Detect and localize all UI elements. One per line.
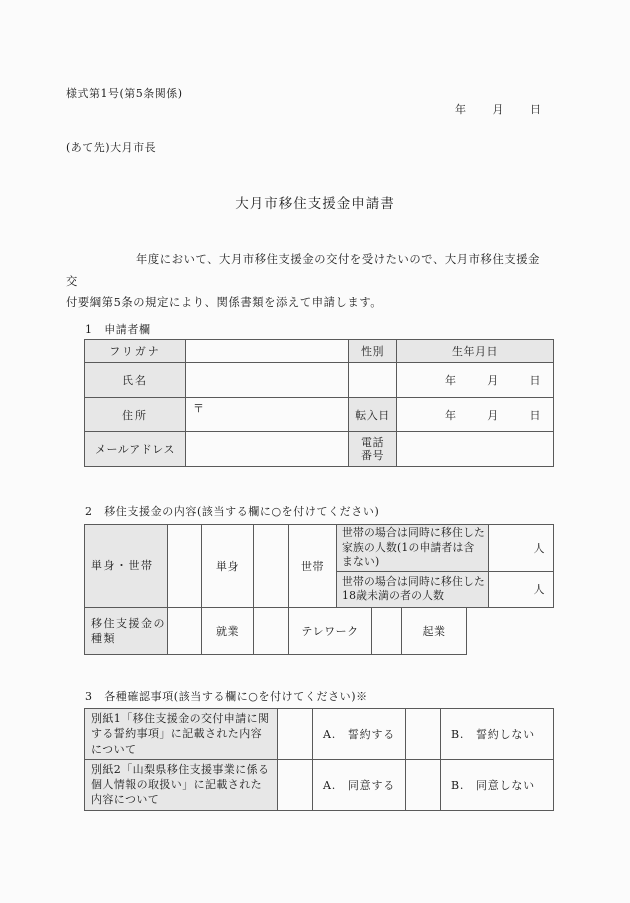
- consent-option-b-cell: B. 同意しない: [441, 759, 554, 810]
- name-input-cell[interactable]: [186, 363, 349, 398]
- startup-label-cell: 起業: [402, 607, 467, 654]
- address-input-cell[interactable]: [186, 398, 349, 432]
- addressee-line: (あて先)大月市長: [66, 141, 157, 154]
- grant-content-table: [84, 524, 554, 655]
- household-label-cell: 世帯: [289, 525, 337, 608]
- form-number: 様式第1号(第5条関係): [66, 87, 183, 100]
- email-input-cell[interactable]: [186, 432, 349, 467]
- furigana-input-cell[interactable]: [186, 340, 349, 363]
- pledge-a-circle-cell[interactable]: [278, 709, 313, 760]
- confirmation-question-cell: 別紙2「山梨県移住支援事業に係る個人情報の取扱い」に記載された内容について: [85, 759, 278, 810]
- movein-input-cell[interactable]: [397, 398, 554, 432]
- employment-circle-cell[interactable]: [168, 607, 202, 654]
- month-label: 月: [487, 374, 499, 387]
- movein-label-cell: 転入日: [349, 398, 397, 432]
- applicant-table: [84, 339, 554, 467]
- telework-label-cell: テレワーク: [289, 607, 372, 654]
- household-circle-cell[interactable]: [254, 525, 289, 608]
- statement-line-1: 年度において、大月市移住支援金の交付を受けたいので、大月市移住支援金交: [66, 253, 541, 288]
- person-unit-label: 人: [533, 583, 545, 597]
- family-count-input-cell[interactable]: [489, 525, 554, 572]
- minor-count-note-cell: 世帯の場合は同時に移住した18歳未満の者の人数: [337, 571, 489, 607]
- movein-ymd: [397, 407, 553, 423]
- person-unit-label: 人: [533, 541, 545, 555]
- single-circle-cell[interactable]: [168, 525, 202, 608]
- family-count-note-cell: 世帯の場合は同時に移住した家族の人数(1の申請者は含まない): [337, 525, 489, 572]
- gender-input-cell[interactable]: [349, 363, 397, 398]
- confirmation-question-cell: 別紙1「移住支援金の交付申請に関する誓約事項」に記載された内容について: [85, 709, 278, 760]
- consent-a-circle-cell[interactable]: [278, 759, 313, 810]
- household-type-label-cell: 単身・世帯: [85, 525, 168, 608]
- name-label-cell: 氏名: [85, 363, 186, 398]
- year-label: 年: [445, 374, 457, 387]
- date-month-label: 月: [492, 103, 504, 116]
- date-line: [455, 101, 542, 117]
- employment-label-cell: 就業: [202, 607, 254, 654]
- statement-line-2: 付要綱第5条の規定により、関係書類を添えて申請します。: [66, 296, 383, 309]
- spacer-cell: [467, 607, 554, 654]
- pledge-b-circle-cell[interactable]: [406, 709, 441, 760]
- single-label-cell: 単身: [202, 525, 254, 608]
- consent-option-a-cell: A. 同意する: [313, 759, 406, 810]
- date-day-label: 日: [530, 103, 542, 116]
- birthdate-input-cell[interactable]: [397, 363, 554, 398]
- phone-label: 電話番号: [361, 435, 384, 462]
- gender-label-cell: 性別: [349, 340, 397, 363]
- section1-heading: 1 申請者欄: [85, 323, 151, 336]
- year-label: 年: [445, 408, 457, 422]
- day-label: 日: [529, 408, 541, 422]
- section3-heading: 3 各種確認事項(該当する欄に○を付けてください)※: [85, 690, 368, 703]
- section2-heading: 2 移住支援金の内容(該当する欄に○を付けてください): [85, 505, 380, 518]
- minor-count-input-cell[interactable]: [489, 571, 554, 607]
- pledge-option-b-cell: B. 誓約しない: [441, 709, 554, 760]
- phone-label-cell: [349, 432, 397, 467]
- confirmation-table: [84, 708, 554, 811]
- consent-b-circle-cell[interactable]: [406, 759, 441, 810]
- furigana-label-cell: フリガナ: [85, 340, 186, 363]
- telework-circle-cell[interactable]: [254, 607, 289, 654]
- birthdate-ymd: [397, 372, 553, 388]
- postal-mark: 〒: [193, 402, 205, 415]
- document-title: 大月市移住支援金申請書: [235, 196, 395, 212]
- grant-type-label-cell: 移住支援金の種類: [85, 607, 168, 654]
- address-label-cell: 住所: [85, 398, 186, 432]
- month-label: 月: [487, 408, 499, 422]
- startup-circle-cell[interactable]: [372, 607, 402, 654]
- application-statement: [66, 249, 551, 314]
- birthdate-label-cell: 生年月日: [397, 340, 554, 363]
- email-label-cell: メールアドレス: [85, 432, 186, 467]
- date-year-label: 年: [455, 103, 467, 116]
- phone-input-cell[interactable]: [397, 432, 554, 467]
- day-label: 日: [529, 374, 541, 387]
- pledge-option-a-cell: A. 誓約する: [313, 709, 406, 760]
